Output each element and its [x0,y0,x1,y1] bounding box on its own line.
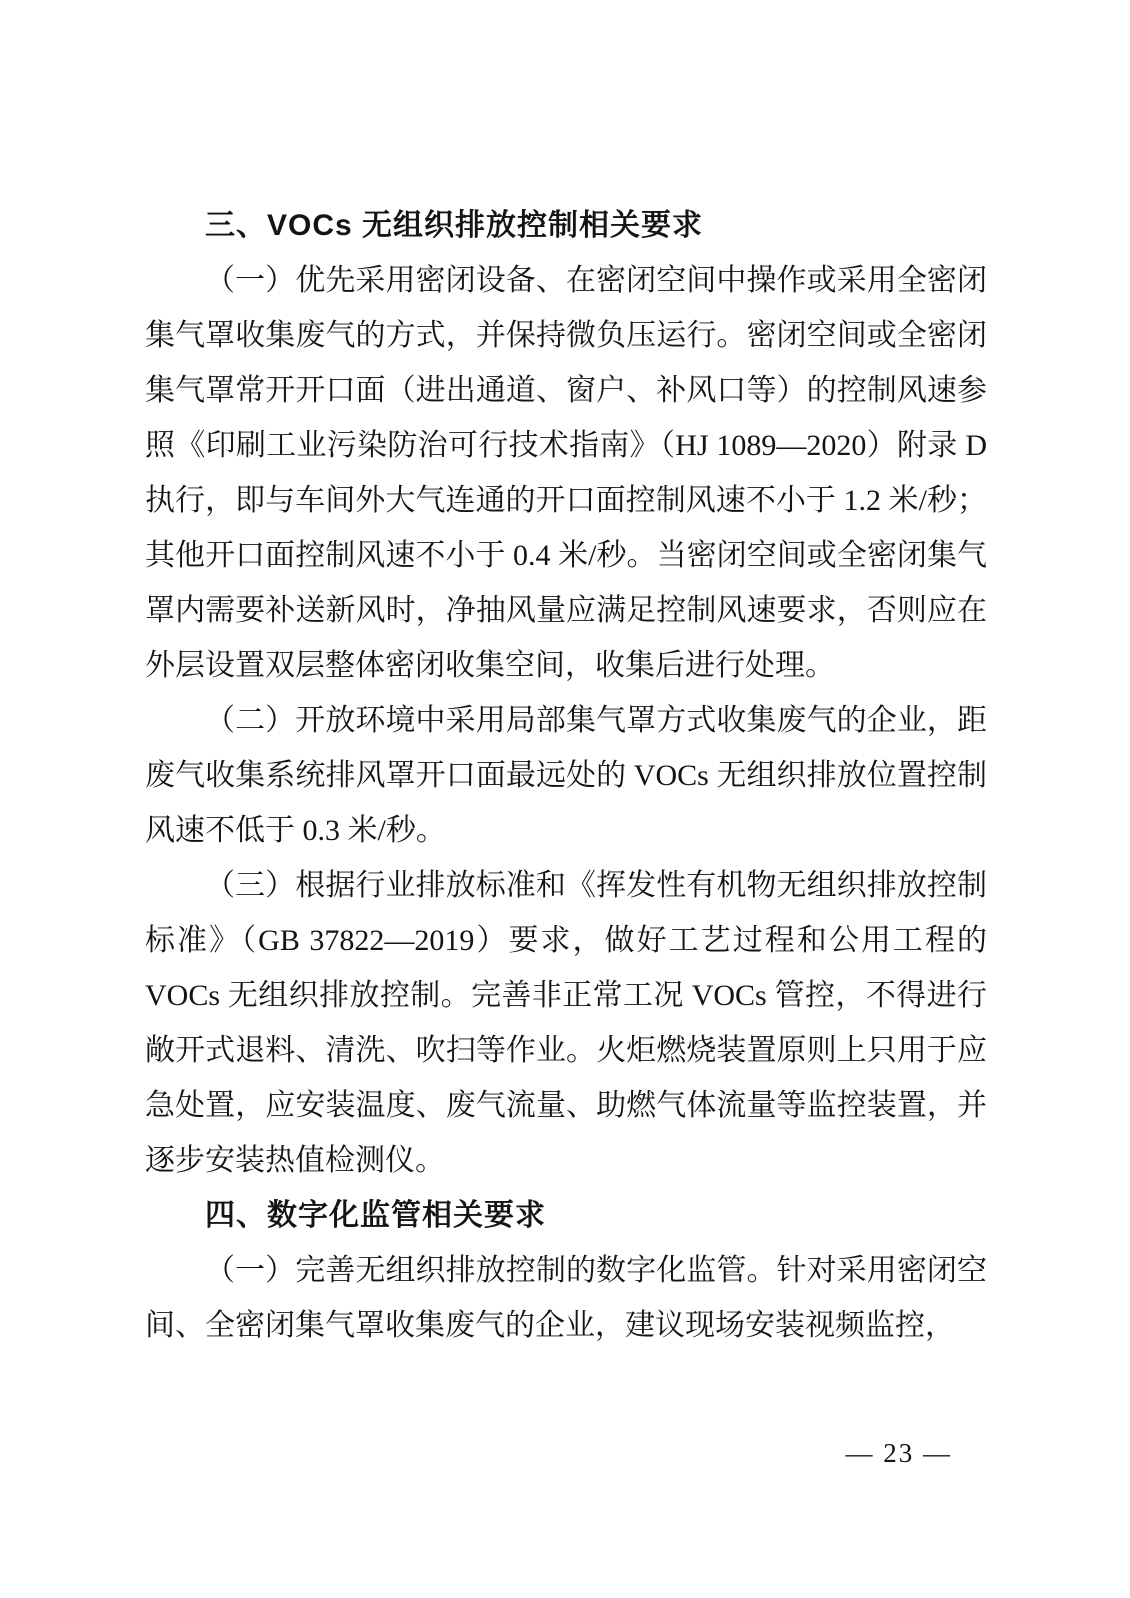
section-heading-4-digital-supervision: 四、数字化监管相关要求 [205,1199,546,1232]
body-paragraph-4-digital-supervision-video-monitoring: （一）完善无组织排放控制的数字化监管。针对采用密闭空间、全密闭集气罩收集废气的企业，建议现场安装视频监控， [145,1254,987,1342]
body-paragraph-3-industry-emission-standards: （三）根据行业排放标准和《挥发性有机物无组织排放控制标准》（GB 37822—2019）要求，做好工艺过程和公用工程的 VOCs 无组织排放控制。完善非正常工况 VOCs 管控，不得进行敞开式退料、清洗、吹扫等作业。火炬燃烧装置原则上只用于应急处置，应安装温度、废气流量、助燃气体流量等监控装置，并逐步安装热值检测仪。 [145,869,987,1177]
page-number: — 23 — [845,1438,952,1468]
section-heading-3-vocs-fugitive-emission-control: 三、VOCs 无组织排放控制相关要求 [205,209,704,242]
document-body [145,198,987,1353]
body-paragraph-2-open-environment-hood-requirements: （二）开放环境中采用局部集气罩方式收集废气的企业，距废气收集系统排风罩开口面最远处的 VOCs 无组织排放位置控制风速不低于 0.3 米/秒。 [145,704,987,847]
body-paragraph-1-closed-equipment-requirements: （一）优先采用密闭设备、在密闭空间中操作或采用全密闭集气罩收集废气的方式，并保持微负压运行。密闭空间或全密闭集气罩常开开口面（进出通道、窗户、补风口等）的控制风速参照《印刷工业污染防治可行技术指南》（HJ 1089—2020）附录 D 执行，即与车间外大气连通的开口面控制风速不小于 1.2 米/秒；其他开口面控制风速不小于 0.4 米/秒。当密闭空间或全密闭集气罩内需要补送新风时，净抽风量应满足控制风速要求，否则应在外层设置双层整体密闭收集空间，收集后进行处理。 [145,264,987,682]
